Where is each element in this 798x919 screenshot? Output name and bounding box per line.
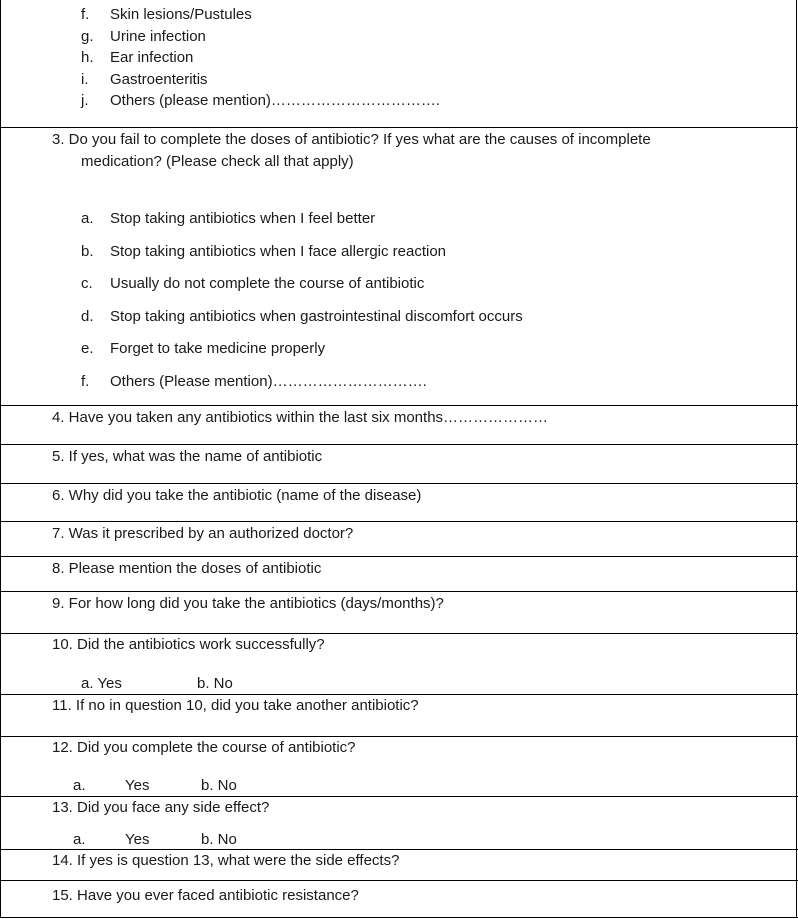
question-12: 12. Did you complete the course of antibiotic? bbox=[52, 739, 356, 756]
question-8: 8. Please mention the doses of antibiotic bbox=[52, 560, 322, 577]
option-letter: b. bbox=[81, 243, 94, 260]
question-9: 9. For how long did you take the antibiotics (days/months)? bbox=[52, 595, 444, 612]
row-divider bbox=[0, 849, 798, 850]
row-divider bbox=[0, 633, 798, 634]
question-6: 6. Why did you take the antibiotic (name of the disease) bbox=[52, 487, 422, 504]
option-yes: Yes bbox=[125, 831, 150, 848]
question-3: 3. Do you fail to complete the doses of antibiotic? If yes what are the causes of incomplete bbox=[52, 131, 651, 148]
row-divider bbox=[0, 444, 798, 445]
option-letter: j. bbox=[81, 92, 89, 109]
row-divider bbox=[0, 694, 798, 695]
option-text: Usually do not complete the course of antibiotic bbox=[110, 275, 425, 292]
question-5: 5. If yes, what was the name of antibiotic bbox=[52, 448, 323, 465]
option-letter: a. bbox=[73, 777, 86, 794]
option-text: Others (please mention)……………………………. bbox=[110, 92, 441, 109]
option-text: Ear infection bbox=[110, 49, 194, 66]
option-yes: Yes bbox=[125, 777, 150, 794]
row-divider bbox=[0, 483, 798, 484]
option-yes: a. Yes bbox=[81, 675, 122, 692]
row-divider bbox=[0, 591, 798, 592]
option-letter: g. bbox=[81, 28, 94, 45]
option-letter: c. bbox=[81, 275, 93, 292]
question-14: 14. If yes is question 13, what were the side effects? bbox=[52, 852, 400, 869]
option-text: Stop taking antibiotics when I feel better bbox=[110, 210, 376, 227]
option-letter: h. bbox=[81, 49, 94, 66]
question-15: 15. Have you ever faced antibiotic resistance? bbox=[52, 887, 359, 904]
row-divider bbox=[0, 521, 798, 522]
option-no: b. No bbox=[201, 831, 237, 848]
option-text: Stop taking antibiotics when I face allergic reaction bbox=[110, 243, 447, 260]
option-text: Gastroenteritis bbox=[110, 71, 208, 88]
option-text: Forget to take medicine properly bbox=[110, 340, 326, 357]
option-letter: e. bbox=[81, 340, 94, 357]
question-11: 11. If no in question 10, did you take another antibiotic? bbox=[52, 697, 419, 714]
option-text: Urine infection bbox=[110, 28, 206, 45]
question-10: 10. Did the antibiotics work successfully? bbox=[52, 636, 325, 653]
question-3-cont: medication? (Please check all that apply) bbox=[81, 153, 354, 170]
option-letter: a. bbox=[81, 210, 94, 227]
row-divider bbox=[0, 880, 798, 881]
question-13: 13. Did you face any side effect? bbox=[52, 799, 270, 816]
option-letter: a. bbox=[73, 831, 86, 848]
question-7: 7. Was it prescribed by an authorized doctor? bbox=[52, 525, 354, 542]
option-no: b. No bbox=[197, 675, 233, 692]
option-letter: i. bbox=[81, 71, 89, 88]
option-letter: f. bbox=[81, 6, 90, 23]
question-4: 4. Have you taken any antibiotics within the last six months………………… bbox=[52, 409, 549, 426]
row-divider bbox=[0, 736, 798, 737]
row-divider bbox=[0, 796, 798, 797]
row-divider bbox=[0, 405, 798, 406]
option-text: Others (Please mention)…………………………. bbox=[110, 373, 427, 390]
option-text: Skin lesions/Pustules bbox=[110, 6, 252, 23]
option-text: Stop taking antibiotics when gastrointestinal discomfort occurs bbox=[110, 308, 523, 325]
row-divider bbox=[0, 556, 798, 557]
row-divider bbox=[0, 917, 798, 918]
option-letter: f. bbox=[81, 373, 90, 390]
option-letter: d. bbox=[81, 308, 94, 325]
option-no: b. No bbox=[201, 777, 237, 794]
row-divider bbox=[0, 127, 798, 128]
